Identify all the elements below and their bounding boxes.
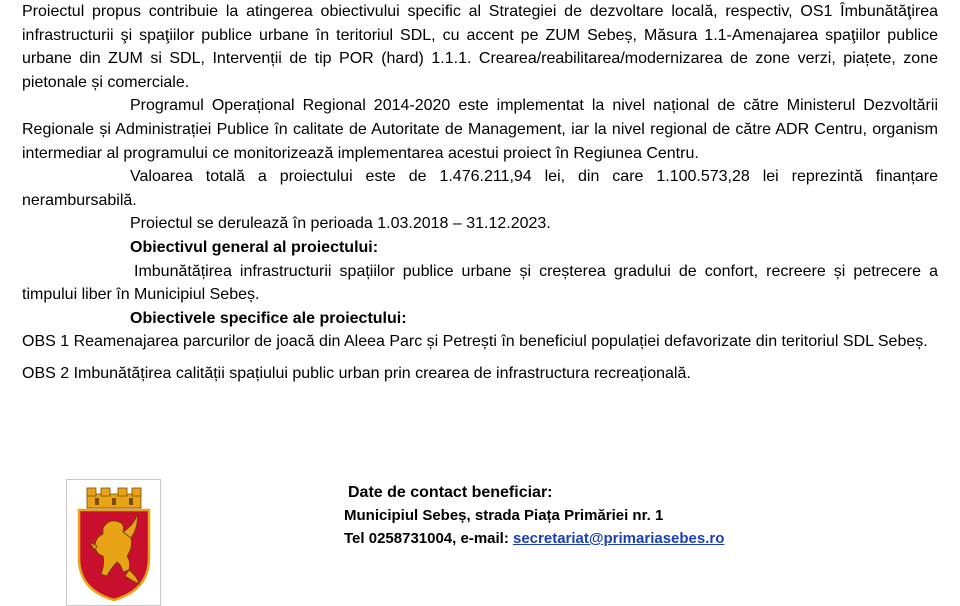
contact-address: Municipiul Sebeș, strada Piața Primăriei nr. 1 — [344, 507, 664, 524]
program-paragraph: Programul Operațional Regional 2014-2020 este implementat la nivel național de către Ministerul Dezvoltării Regionale și Administrației Publice în calitate de Autoritate de Management, iar la nivel regional de către ADR Centru, organism intermediar al programului ce monitorizează implementarea acestui proiect în Regiunea Centru. — [22, 97, 938, 162]
coat-of-arms-frame — [66, 479, 161, 606]
document-body — [22, 0, 938, 386]
sebes-crest-icon — [73, 486, 155, 601]
contact-heading: Date de contact beneficiar: — [348, 484, 553, 501]
general-objective-heading: Obiectivul general al proiectului: — [130, 238, 379, 256]
email-link[interactable]: secretariat@primariasebes.ro — [513, 530, 725, 547]
contact-phone-email — [344, 527, 724, 550]
objective-obs2: OBS 2 Imbunătățirea calității spațiului public urban prin crearea de infrastructura recreațională. — [22, 364, 691, 382]
contact-phone: Tel 0258731004, e-mail: — [344, 530, 513, 547]
general-objective-text: Imbunătățirea infrastructurii spațiilor publice urbane și creșterea gradului de confort, recreere și petrecere a timpului liber în Municipiul Sebeș. — [22, 262, 938, 304]
contact-block — [344, 481, 724, 550]
period-paragraph: Proiectul se derulează în perioada 1.03.2018 – 31.12.2023. — [130, 215, 551, 233]
intro-paragraph: Proiectul propus contribuie la atingerea obiectivului specific al Strategiei de dezvoltare locală, respectiv, OS1 Îmbunătăţirea infrastructurii şi spaţiilor publice urbane în teritoriul SDL, cu accent pe ZUM Sebeș, Măsura 1.1-Amenajarea spaţiilor publice urbane din ZUM si SDL, Intervenții de tip POR (hard) 1.1.1. Crearea/reabilitarea/modernizarea de zone verzi, piațete, zone pietonale și comerciale. — [22, 3, 938, 91]
specific-objectives-heading: Obiectivele specifice ale proiectului: — [130, 309, 407, 327]
value-paragraph: Valoarea totală a proiectului este de 1.476.211,94 lei, din care 1.100.573,28 lei reprezintă finanțare nerambursabilă. — [22, 168, 938, 209]
objective-obs1: OBS 1 Reamenajarea parcurilor de joacă din Aleea Parc și Petrești în beneficiul populației defavorizate din teritoriul SDL Sebeș. — [22, 333, 928, 351]
